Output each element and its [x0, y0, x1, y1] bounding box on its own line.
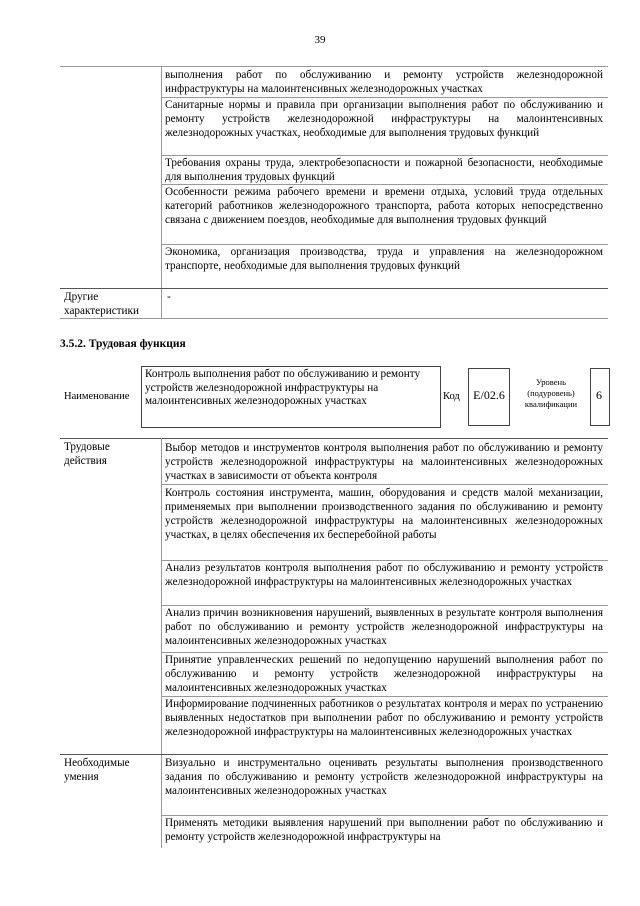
function-name: Контроль выполнения работ по обслуживанию и ремонту устройств железнодорожной инфраструктуры на малоинтенсивных железнодорожных участках [145, 368, 421, 408]
level-value: 6 [596, 388, 602, 402]
labor-action-item: Анализ результатов контроля выполнения работ по обслуживанию и ремонту устройств железнодорожной инфраструктуры на малоинтенсивных железнодорожных участках [165, 562, 603, 589]
knowledge-item: Санитарные нормы и правила при организации выполнения работ по обслуживанию и ремонту устройств железнодорожной инфраструктуры на малоинтенсивных железнодорожных участках, необходимые для выполнения трудовых функций [165, 99, 603, 140]
labor-action-item: Анализ причин возникновения нарушений, выявленных в результате контроля выполнения работ по обслуживанию и ремонту устройств железнодорожной инфраструктуры на малоинтенсивных железнодорожных участках [165, 607, 603, 648]
level-label: Уровень (подуровень) квалификации [524, 377, 578, 409]
other-characteristics-label: Другие характеристики [64, 291, 139, 318]
knowledge-item: выполнения работ по обслуживанию и ремонту устройств железнодорожной инфраструктуры на малоинтенсивных железнодорожных участках [165, 69, 603, 96]
labor-action-item: Принятие управленческих решений по недопущению нарушений выполнения работ по обслуживанию и ремонту устройств железнодорожной инфраструктуры на малоинтенсивных железнодорожных участках [165, 654, 603, 695]
knowledge-item: Экономика, организация производства, труда и управления на железнодорожном транспорте, необходимые для выполнения трудовых функций [165, 246, 603, 273]
labor-actions-label: Трудовые действия [64, 441, 110, 468]
code-label: Код [443, 391, 460, 402]
page-number: 39 [314, 34, 326, 46]
labor-action-item: Выбор методов и инструментов контроля выполнения работ по обслуживанию и ремонту устройств железнодорожной инфраструктуры на малоинтенсивных железнодорожных участках в зависимости от объекта контроля [165, 442, 603, 483]
other-characteristics-value: - [167, 291, 171, 303]
skill-item: Визуально и инструментально оценивать результаты выполнения производственного задания по обслуживанию и ремонту устройств железнодорожной инфраструктуры на малоинтенсивных железнодорожных участках [165, 757, 603, 798]
skill-item: Применять методики выявления нарушений при выполнении работ по обслуживанию и ремонту устройств железнодорожной инфраструктуры на [165, 817, 603, 844]
knowledge-item: Особенности режима рабочего времени и времени отдыха, условий труда отдельных категорий работников железнодорожного транспорта, работа которых непосредственно связана с движением поездов, необходимые для выполнения трудовых функций [165, 186, 603, 227]
code-value: E/02.6 [473, 388, 505, 402]
labor-action-item: Информирование подчиненных работников о результатах контроля и мерах по устранению выявленных недостатков при выполнении работ по обслуживанию и ремонту устройств железнодорожной инфраструктуры на малоинтенсивных железнодорожных участках [165, 698, 603, 739]
knowledge-item: Требования охраны труда, электробезопасности и пожарной безопасности, необходимые для выполнения трудовых функций [165, 157, 603, 184]
skills-label: Необходимые умения [64, 757, 130, 784]
name-label: Наименование [64, 391, 130, 402]
section-heading: 3.5.2. Трудовая функция [60, 338, 186, 350]
labor-action-item: Контроль состояния инструмента, машин, оборудования и средств малой механизации, применяемых при выполнении производственного задания по обслуживанию и ремонту устройств железнодорожной инфраструктуры на малоинтенсивных железнодорожных участках, в целях обеспечения их бесперебойной работы [165, 487, 603, 542]
